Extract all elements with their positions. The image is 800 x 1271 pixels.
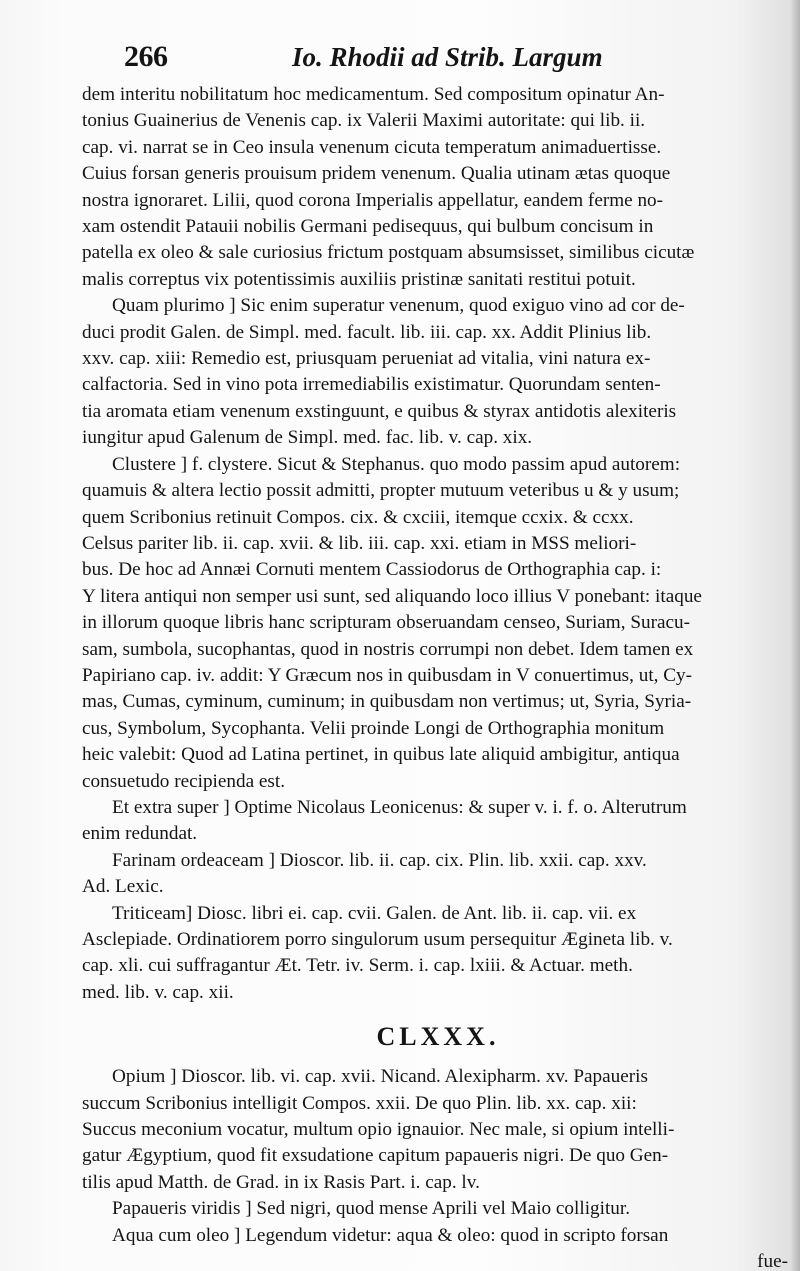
text-line: Cuius forsan generis prouisum pridem venenum. Qualia utinam ætas quoque bbox=[82, 163, 671, 185]
text-line: Y litera antiqui non semper usi sunt, sed aliquando loco illius V ponebant: itaque bbox=[82, 585, 702, 607]
text-line: Triticeam] Diosc. libri ei. cap. cvii. Galen. de Ant. lib. ii. cap. vii. ex bbox=[112, 902, 637, 924]
text-line: sam, sumbola, sucophantas, quod in nostris corrumpi non debet. Idem tamen ex bbox=[82, 638, 694, 660]
text-line: Ad. Lexic. bbox=[82, 876, 164, 898]
text-line: gatur Ægyptium, quod fit exsudatione capitum papaueris nigri. De quo Gen- bbox=[82, 1145, 669, 1167]
text-line: iungitur apud Galenum de Simpl. med. fac. lib. v. cap. xix. bbox=[82, 427, 533, 449]
text-line: mas, Cumas, cyminum, cuminum; in quibusdam non vertimus; ut, Syria, Syria- bbox=[82, 691, 692, 713]
text-line: Clustere ] f. clystere. Sicut & Stephanus. quo modo passim apud autorem: bbox=[112, 453, 681, 475]
annotations-block bbox=[82, 82, 794, 1006]
text-line: xxv. cap. xiii: Remedio est, priusquam perueniat ad vitalia, vini natura ex- bbox=[82, 348, 651, 370]
running-head: Io. Rhodii ad Strib. Largum bbox=[292, 42, 603, 72]
text-line: nostra ignoraret. Lilii, quod corona Imperialis appellatur, eandem ferme no- bbox=[82, 189, 664, 211]
text-line: duci prodit Galen. de Simpl. med. facult. lib. iii. cap. xx. Addit Plinius lib. bbox=[82, 321, 652, 343]
section-annotations-block bbox=[82, 1064, 794, 1249]
text-line: cap. vi. narrat se in Ceo insula venenum cicuta temperatum animaduertisse. bbox=[82, 136, 662, 158]
page-edge-shadow bbox=[790, 0, 800, 1271]
text-line: Succus meconium vocatur, multum opio ignauior. Nec male, si opium intelli- bbox=[82, 1119, 675, 1141]
text-line: bus. De hoc ad Annæi Cornuti mentem Cassiodorus de Orthographia cap. i: bbox=[82, 559, 662, 581]
text-line: Et extra super ] Optime Nicolaus Leonicenus: & super v. i. f. o. Alterutrum bbox=[112, 796, 687, 818]
text-line: tilis apud Matth. de Grad. in ix Rasis Part. i. cap. lv. bbox=[82, 1171, 480, 1193]
paragraph bbox=[82, 452, 794, 795]
text-line: patella ex oleo & sale curiosius frictum postquam absumsisset, similibus cicutæ bbox=[82, 242, 695, 264]
paragraph bbox=[82, 1223, 794, 1249]
text-line: quem Scribonius retinuit Compos. cix. & cxciii, itemque ccxix. & ccxx. bbox=[82, 506, 634, 528]
text-line: xam ostendit Patauii nobilis Germani pedisequus, qui bulbum concisum in bbox=[82, 216, 654, 238]
text-line: Opium ] Dioscor. lib. vi. cap. xvii. Nicand. Alexipharm. xv. Papaueris bbox=[112, 1066, 648, 1088]
text-line: in illorum quoque libris hanc scripturam obseruandam censeo, Suriam, Suracu- bbox=[82, 612, 690, 634]
body-text bbox=[82, 82, 794, 1271]
section-heading: CLXXX. bbox=[376, 1022, 500, 1052]
paragraph bbox=[82, 1064, 794, 1196]
page-header bbox=[124, 40, 704, 84]
text-line: quamuis & altera lectio possit admitti, propter mutuum veteribus u & y usum; bbox=[82, 480, 680, 502]
paragraph bbox=[82, 848, 794, 901]
text-line: cus, Symbolum, Sycophanta. Velii proinde Longi de Orthographia monitum bbox=[82, 717, 665, 739]
text-line: tonius Guainerius de Venenis cap. ix Valerii Maximi autoritate: qui lib. ii. bbox=[82, 110, 646, 132]
paragraph bbox=[82, 795, 794, 848]
text-line: tia aromata etiam venenum exstinguunt, e quibus & styrax antidotis alexiteris bbox=[82, 400, 677, 422]
text-line: malis correptus vix potentissimis auxiliis pristinæ sanitati restitui potuit. bbox=[82, 268, 636, 290]
text-line: Farinam ordeaceam ] Dioscor. lib. ii. cap. cix. Plin. lib. xxii. cap. xxv. bbox=[112, 849, 647, 871]
text-line: heic valebit: Quod ad Latina pertinet, in quibus late aliquid ambigitur, antiqua bbox=[82, 744, 680, 766]
paragraph bbox=[82, 82, 794, 293]
text-line: Celsus pariter lib. ii. cap. xvii. & lib. iii. cap. xxi. etiam in MSS meliori- bbox=[82, 532, 637, 554]
text-line: med. lib. v. cap. xii. bbox=[82, 981, 234, 1003]
text-line: Papaueris viridis ] Sed nigri, quod mense Aprili vel Maio colligitur. bbox=[112, 1198, 630, 1220]
paragraph bbox=[82, 901, 794, 1007]
text-line: Quam plurimo ] Sic enim superatur venenum, quod exiguo vino ad cor de- bbox=[112, 295, 685, 317]
text-line: enim redundat. bbox=[82, 823, 198, 845]
page-number: 266 bbox=[124, 40, 168, 73]
paragraph bbox=[82, 1196, 794, 1222]
text-line: consuetudo recipienda est. bbox=[82, 770, 285, 792]
text-line: dem interitu nobilitatum hoc medicamentum. Sed compositum opinatur An- bbox=[82, 84, 665, 105]
text-line: calfactoria. Sed in vino pota irremediabilis existimatur. Quorundam senten- bbox=[82, 374, 661, 396]
text-line: Papiriano cap. iv. addit: Y Græcum nos in quibusdam in V conuertimus, ut, Cy- bbox=[82, 664, 693, 686]
text-line: Asclepiade. Ordinatiorem porro singulorum usum persequitur Æginetа lib. v. bbox=[82, 929, 673, 950]
text-line: cap. xli. cui suffragantur Æt. Tetr. iv. Serm. i. cap. lxiii. & Actuar. meth. bbox=[82, 955, 633, 977]
paragraph bbox=[82, 293, 794, 451]
text-line: succum Scribonius intelligit Compos. xxii. De quo Plin. lib. xx. cap. xii: bbox=[82, 1092, 637, 1114]
catchword: fue- bbox=[757, 1251, 788, 1271]
text-line: Aqua cum oleo ] Legendum videtur: aqua & oleo: quod in scripto forsan bbox=[112, 1224, 669, 1246]
